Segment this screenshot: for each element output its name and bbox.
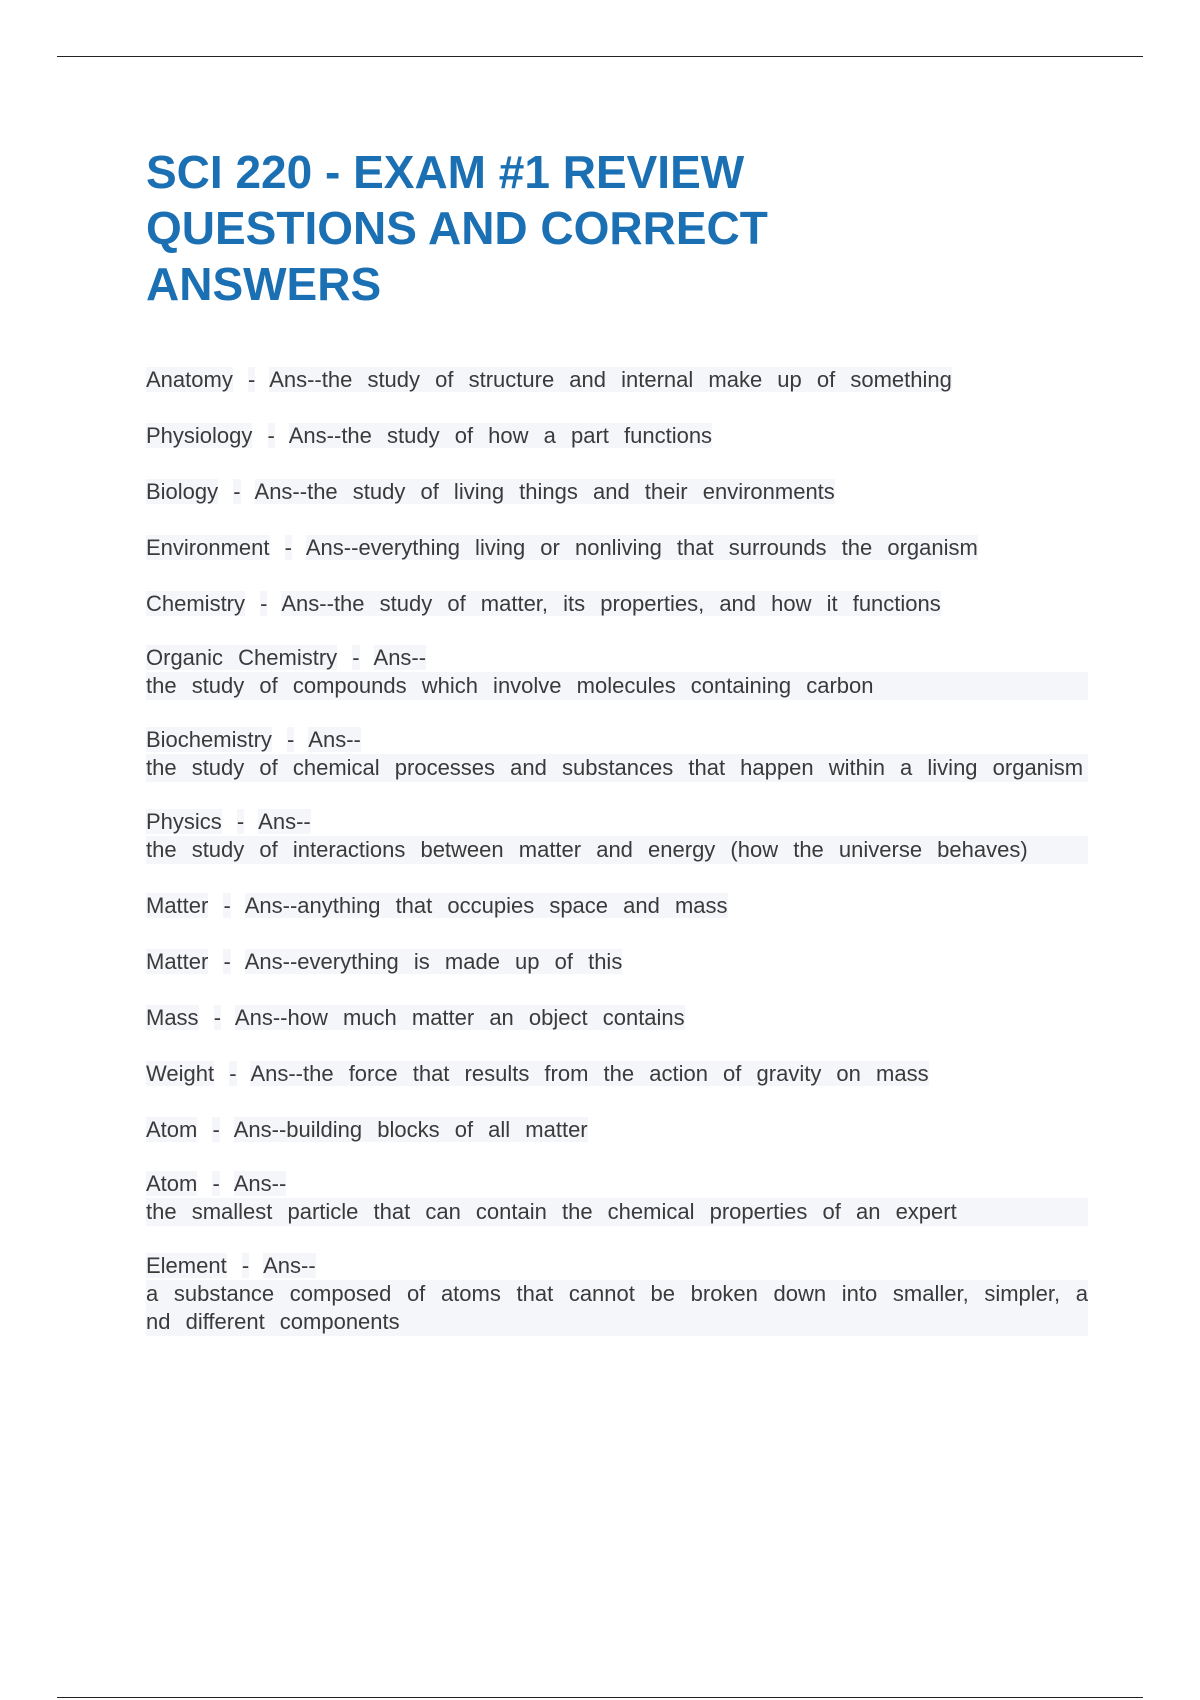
qa-definition: the study of living things and their environments <box>307 479 835 504</box>
qa-definition: the study of structure and internal make up of something <box>321 367 952 392</box>
qa-definition: the smallest particle that can contain the chemical properties of an expert <box>146 1198 1088 1226</box>
qa-answer-prefix: Ans-- <box>281 591 334 616</box>
qa-term: Atom <box>146 1117 198 1142</box>
qa-separator: - <box>267 423 275 448</box>
bottom-rule <box>57 1697 1143 1698</box>
qa-item <box>146 590 1088 618</box>
qa-term: Organic Chemistry <box>146 645 338 670</box>
qa-definition: how much matter an object contains <box>287 1005 685 1030</box>
qa-list <box>146 366 1088 1364</box>
qa-separator: - <box>223 893 231 918</box>
page-title <box>146 144 866 312</box>
qa-term: Mass <box>146 1005 199 1030</box>
qa-answer-prefix: Ans-- <box>244 949 298 974</box>
qa-term: Chemistry <box>146 591 246 616</box>
qa-definition: everything living or nonliving that surrounds the organism <box>358 535 978 560</box>
qa-item <box>146 948 1088 976</box>
qa-separator: - <box>229 1061 237 1086</box>
qa-definition: the study of matter, its properties, and how it functions <box>333 591 941 616</box>
qa-term: Environment <box>146 535 270 560</box>
title-line: QUESTIONS AND CORRECT <box>146 202 768 254</box>
qa-item <box>146 366 1088 394</box>
qa-item <box>146 808 1088 864</box>
qa-definition: everything is made up of this <box>297 949 623 974</box>
qa-definition: building blocks of all matter <box>286 1117 588 1142</box>
qa-separator: - <box>284 535 292 560</box>
qa-answer-prefix: Ans-- <box>263 1253 316 1278</box>
qa-term: Biology <box>146 479 219 504</box>
qa-term: Physics <box>146 809 222 834</box>
qa-separator: - <box>236 809 245 834</box>
qa-separator: - <box>233 479 241 504</box>
qa-item <box>146 422 1088 450</box>
qa-term: Weight <box>146 1061 215 1086</box>
qa-term: Element <box>146 1253 227 1278</box>
qa-definition: a substance composed of atoms that cannot be broken down into smaller, simpler, and different components <box>146 1281 1088 1334</box>
qa-answer-prefix: Ans-- <box>269 367 322 392</box>
qa-definition: the study of how a part functions <box>341 423 713 448</box>
qa-item <box>146 644 1088 700</box>
qa-definition: the study of interactions between matter and energy (how the universe behaves) <box>146 836 1088 864</box>
qa-term: Physiology <box>146 423 253 448</box>
qa-definition: the study of compounds which involve molecules containing carbon <box>146 672 1088 700</box>
qa-answer-prefix: Ans-- <box>234 1005 288 1030</box>
qa-answer-prefix: Ans-- <box>308 727 361 752</box>
qa-answer-prefix: Ans-- <box>305 535 359 560</box>
qa-separator: - <box>352 645 360 670</box>
qa-term: Anatomy <box>146 367 233 392</box>
title-line: SCI 220 - EXAM #1 REVIEW <box>146 146 745 198</box>
qa-item <box>146 1004 1088 1032</box>
qa-term: Matter <box>146 893 209 918</box>
qa-separator: - <box>287 727 295 752</box>
qa-definition: the force that results from the action of gravity on mass <box>303 1061 929 1086</box>
qa-item <box>146 1116 1088 1144</box>
qa-term: Atom <box>146 1171 198 1196</box>
qa-answer-prefix: Ans-- <box>258 809 311 834</box>
qa-item <box>146 1252 1088 1336</box>
qa-term: Matter <box>146 949 209 974</box>
qa-definition: the study of chemical processes and substances that happen within a living organism <box>146 754 1088 782</box>
qa-item <box>146 1060 1088 1088</box>
qa-answer-prefix: Ans-- <box>250 1061 303 1086</box>
qa-separator: - <box>247 367 256 392</box>
qa-item <box>146 726 1088 782</box>
qa-answer-prefix: Ans-- <box>233 1117 287 1142</box>
qa-separator: - <box>223 949 231 974</box>
qa-answer-prefix: Ans-- <box>288 423 342 448</box>
qa-item <box>146 1170 1088 1226</box>
qa-separator: - <box>260 591 268 616</box>
qa-separator: - <box>212 1171 220 1196</box>
qa-item <box>146 478 1088 506</box>
qa-answer-prefix: Ans-- <box>373 645 427 670</box>
qa-definition: anything that occupies space and mass <box>297 893 728 918</box>
qa-answer-prefix: Ans-- <box>254 479 308 504</box>
qa-answer-prefix: Ans-- <box>244 893 298 918</box>
qa-item <box>146 892 1088 920</box>
qa-separator: - <box>213 1005 222 1030</box>
qa-separator: - <box>241 1253 250 1278</box>
qa-answer-prefix: Ans-- <box>233 1171 287 1196</box>
qa-term: Biochemistry <box>146 727 272 752</box>
qa-separator: - <box>212 1117 220 1142</box>
title-line: ANSWERS <box>146 258 382 310</box>
top-rule <box>57 56 1143 57</box>
qa-item <box>146 534 1088 562</box>
